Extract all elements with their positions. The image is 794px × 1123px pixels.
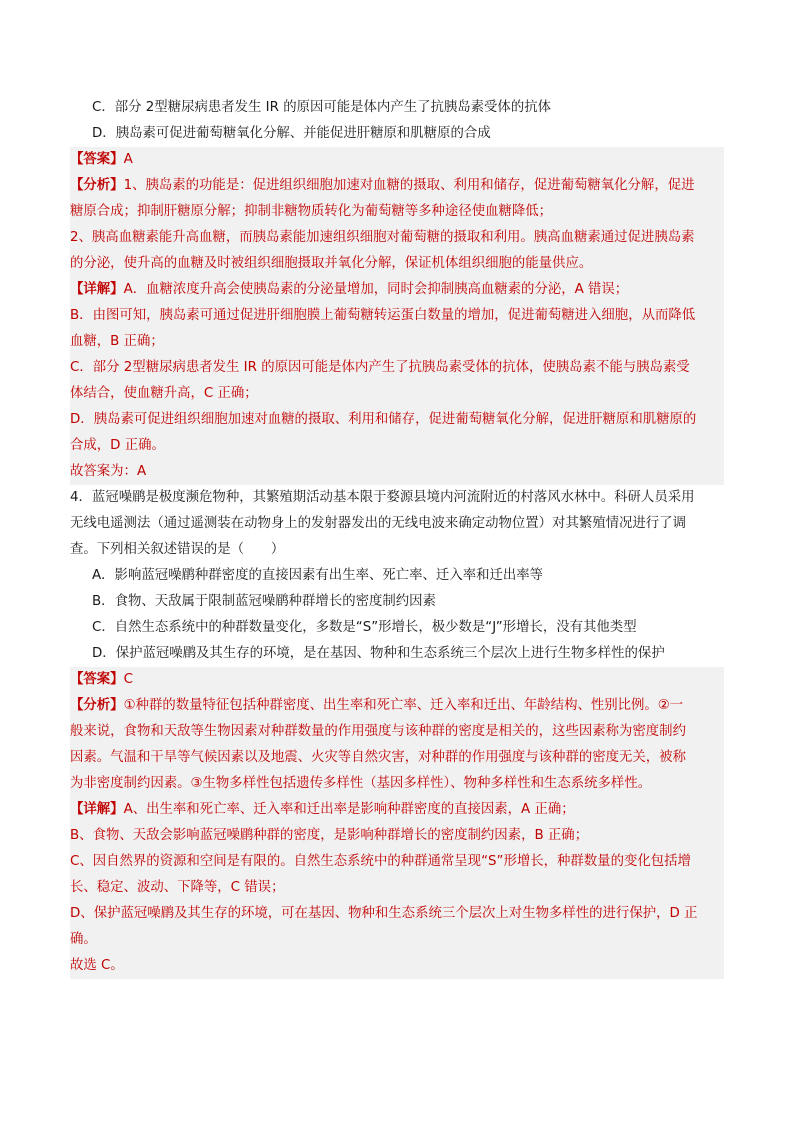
detail-tag: 【详解】 [70,282,124,297]
q4-detail-a: 【详解】A、出生率和死亡率、迁入率和迁出率是影响种群密度的直接因素，A 正确； [70,797,724,823]
q3-option-d: D．胰岛素可促进葡萄糖氧化分解、并能促进肝糖原和肌糖原的合成 [92,126,491,141]
q4-detail-c-1: C、因自然界的资源和空间是有限的。自然生态系统中的种群通常呈现“S”形增长，种群数量的变化包括增 [70,849,724,875]
answer-tag: 【答案】 [70,672,124,687]
q4-final-answer: 故选 C。 [70,953,724,979]
q4-answer [70,667,724,693]
q3-detail-c-1: C．部分 2型糖尿病患者发生 IR 的原因可能是体内产生了抗胰岛素受体的抗体，使胰岛素不能与胰岛素受 [70,355,724,381]
q4-option-c: C．自然生态系统中的种群数量变化，多数是“S”形增长，极少数是“J”形增长，没有其他类型 [92,620,637,635]
q4-option-d: D．保护蓝冠噪鹛及其生存的环境，是在基因、物种和生态系统三个层次上进行生物多样性的保护 [92,646,665,661]
document-page [70,95,724,979]
q4-analysis-line-3: 因素。气温和干旱等气候因素以及地震、火灾等自然灾害，对种群的作用强度与该种群的密度无关，被称 [70,745,724,771]
q4-stem-line-2: 无线电遥测法（通过遥测装在动物身上的发射器发出的无线电波来确定动物位置）对其繁殖情况进行了调 [70,516,686,531]
answer-tag: 【答案】 [70,152,124,167]
answer-value: C [123,672,133,687]
q3-analysis-line-2: 糖原合成；抑制肝糖原分解；抑制非糖物质转化为葡萄糖等多种途径使血糖降低； [70,199,724,225]
q4-analysis-line-1: 【分析】①种群的数量特征包括种群密度、出生率和死亡率、迁入率和迁出、年龄结构、性别比例。②一 [70,693,724,719]
analysis-tag: 【分析】 [70,698,124,713]
detail-tag: 【详解】 [70,802,124,817]
q4-detail-b: B、食物、天敌会影响蓝冠噪鹛种群的密度，是影响种群增长的密度制约因素，B 正确； [70,823,724,849]
q4-analysis-line-2: 般来说，食物和天敌等生物因素对种群数量的作用强度与该种群的密度是相关的，这些因素称为密度制约 [70,719,724,745]
q4-analysis-line-4: 为非密度制约因素。③生物多样性包括遗传多样性（基因多样性）、物种多样性和生态系统多样性。 [70,771,724,797]
q4-detail-d-1: D、保护蓝冠噪鹛及其生存的环境，可在基因、物种和生态系统三个层次上对生物多样性的进行保护，D 正 [70,901,724,927]
q4-detail-d-2: 确。 [70,927,724,953]
q3-detail-c-2: 体结合，使血糖升高，C 正确； [70,381,724,407]
answer-value: A [123,152,133,167]
analysis-tag: 【分析】 [70,178,124,193]
q3-detail-d-1: D．胰岛素可促进组织细胞加速对血糖的摄取、利用和储存，促进葡萄糖氧化分解，促进肝糖原和肌糖原的 [70,407,724,433]
q3-analysis-line-1: 【分析】1、胰岛素的功能是：促进组织细胞加速对血糖的摄取、利用和储存，促进葡萄糖氧化分解，促进 [70,173,724,199]
q3-detail-b-1: B．由图可知，胰岛素可通过促进肝细胞膜上葡萄糖转运蛋白数量的增加，促进葡萄糖进入细胞，从而降低 [70,303,724,329]
q3-analysis-line-4: 的分泌，使升高的血糖及时被组织细胞摄取并氧化分解，保证机体组织细胞的能量供应。 [70,251,724,277]
q3-detail-d-2: 合成，D 正确。 [70,433,724,459]
q4-option-b: B．食物、天敌属于限制蓝冠噪鹛种群增长的密度制约因素 [92,594,436,609]
q3-detail-a: 【详解】A．血糖浓度升高会使胰岛素的分泌量增加，同时会抑制胰高血糖素的分泌，A 错误； [70,277,724,303]
q4-option-a: A．影响蓝冠噪鹛种群密度的直接因素有出生率、死亡率、迁入率和迁出率等 [92,568,544,583]
q4-stem-line-1: 4．蓝冠噪鹛是极度濒危物种，其繁殖期活动基本限于婺源县境内河流附近的村落风水林中。科研人员采用 [70,490,695,505]
q4-stem-line-3: 查。下列相关叙述错误的是（ ） [70,542,285,557]
q3-answer [70,147,724,173]
q3-analysis-line-3: 2、胰高血糖素能升高血糖，而胰岛素能加速组织细胞对葡萄糖的摄取和利用。胰高血糖素通过促进胰岛素 [70,225,724,251]
q3-detail-b-2: 血糖，B 正确； [70,329,724,355]
q4-detail-c-2: 长、稳定、波动、下降等，C 错误； [70,875,724,901]
q3-option-c: C．部分 2型糖尿病患者发生 IR 的原因可能是体内产生了抗胰岛素受体的抗体 [92,100,551,115]
q3-final-answer: 故答案为：A [70,459,724,485]
